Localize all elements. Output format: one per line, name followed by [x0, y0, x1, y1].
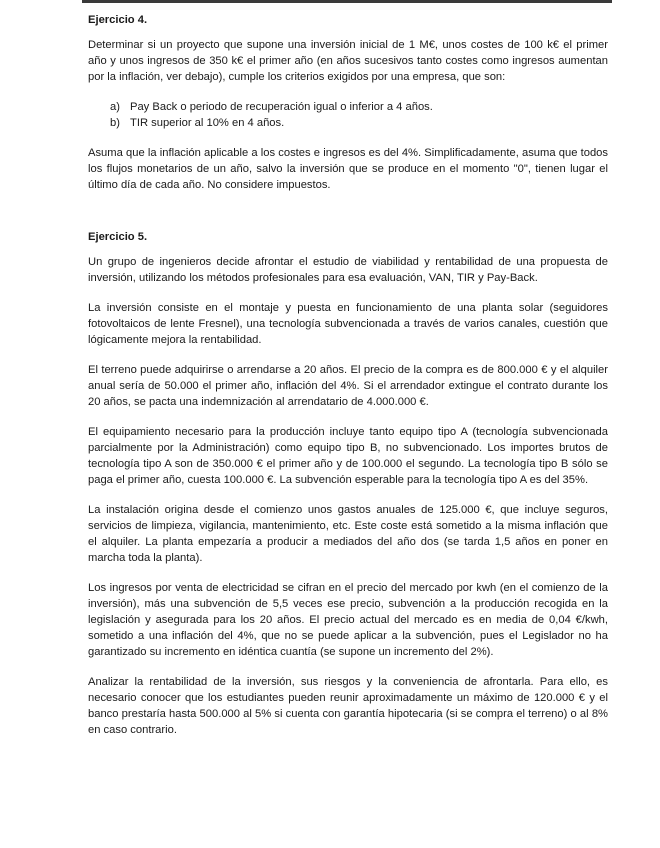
exercise-5-paragraph: Los ingresos por venta de electricidad se cifran en el precio del mercado por kwh (en el comienzo de la inversión), más una subvención de 5,5 veces ese precio, subvención a la producción recogida en la legislación y asegurada para los 20 años. El precio actual del mercado es en media de 0,04 €/kwh, sometido a una inflación del 4%, que no se puede aplicar a la subvención, pues el Legislador no ha garantizado su incremento en idéntica cuantía (se supone un incremento del 2%).	[88, 582, 608, 658]
document-page	[88, 12, 608, 750]
exercise-4-note: Asuma que la inflación aplicable a los costes e ingresos es del 4%. Simplificadamente, asuma que todos los flujos monetarios de un año, salvo la inversión que se produce en el momento "0", tienen lugar el último día de cada año. No considere impuestos.	[88, 147, 608, 191]
exercise-5-paragraph: Analizar la rentabilidad de la inversión, sus riesgos y la conveniencia de afrontarla. Para ello, es necesario conocer que los estudiantes pueden reunir aproximadamente un máximo de 120.000 € y el banco prestaría hasta 500.000 al 5% si cuenta con garantía hipotecaria (si se compra el terreno) o al 8% en caso contrario.	[88, 676, 608, 736]
top-rule	[82, 0, 612, 3]
criteria-marker: b)	[110, 117, 120, 129]
exercise-5-paragraph: La inversión consiste en el montaje y puesta en funcionamiento de una planta solar (seguidores fotovoltaicos de lente Fresnel), una tecnología subvencionada a través de varios canales, cuestión que lógicamente mejora la rentabilidad.	[88, 302, 608, 346]
criteria-text: TIR superior al 10% en 4 años.	[130, 117, 285, 129]
exercise-5-paragraph: Un grupo de ingenieros decide afrontar el estudio de viabilidad y rentabilidad de una propuesta de inversión, utilizando los métodos profesionales para esa evaluación, VAN, TIR y Pay-Back.	[88, 256, 608, 284]
exercise-5-heading: Ejercicio 5.	[88, 231, 148, 243]
exercise-4-heading: Ejercicio 4.	[88, 14, 148, 26]
exercise-4-criteria-list	[88, 99, 608, 131]
exercise-5-paragraph: El terreno puede adquirirse o arrendarse a 20 años. El precio de la compra es de 800.000 € y el alquiler anual sería de 50.000 el primer año, inflación del 4%. Si el arrendador extingue el contrato durante los 20 años, se pacta una indemnización al arrendatario de 4.000.000 €.	[88, 364, 608, 408]
exercise-4-section	[88, 12, 608, 193]
criteria-item	[88, 115, 608, 131]
criteria-item	[88, 99, 608, 115]
criteria-text: Pay Back o periodo de recuperación igual o inferior a 4 años.	[130, 101, 433, 113]
exercise-5-section	[88, 229, 608, 738]
criteria-marker: a)	[110, 101, 120, 113]
exercise-5-paragraph: La instalación origina desde el comienzo unos gastos anuales de 125.000 €, que incluye seguros, servicios de limpieza, vigilancia, mantenimiento, etc. Este coste está sometido a la misma inflación que el alquiler. La planta empezaría a producir a mediados del año dos (se tarda 1,5 años en poner en marcha toda la planta).	[88, 504, 608, 564]
exercise-5-paragraph: El equipamiento necesario para la producción incluye tanto equipo tipo A (tecnología subvencionada parcialmente por la Administración) como equipo tipo B, no subvencionado. Los importes brutos de tecnología tipo A son de 350.000 € el primer año y de 100.000 el segundo. La tecnología tipo B sólo se paga el primer año, cuesta 100.000 €. La subvención esperable para la tecnología tipo A es del 35%.	[88, 426, 608, 486]
exercise-4-intro: Determinar si un proyecto que supone una inversión inicial de 1 M€, unos costes de 100 k€ el primer año y unos ingresos de 350 k€ el primer año (en años sucesivos tanto costes como ingresos aumentan por la inflación, ver debajo), cumple los criterios exigidos por una empresa, que son:	[88, 39, 608, 83]
section-spacer	[88, 207, 608, 229]
